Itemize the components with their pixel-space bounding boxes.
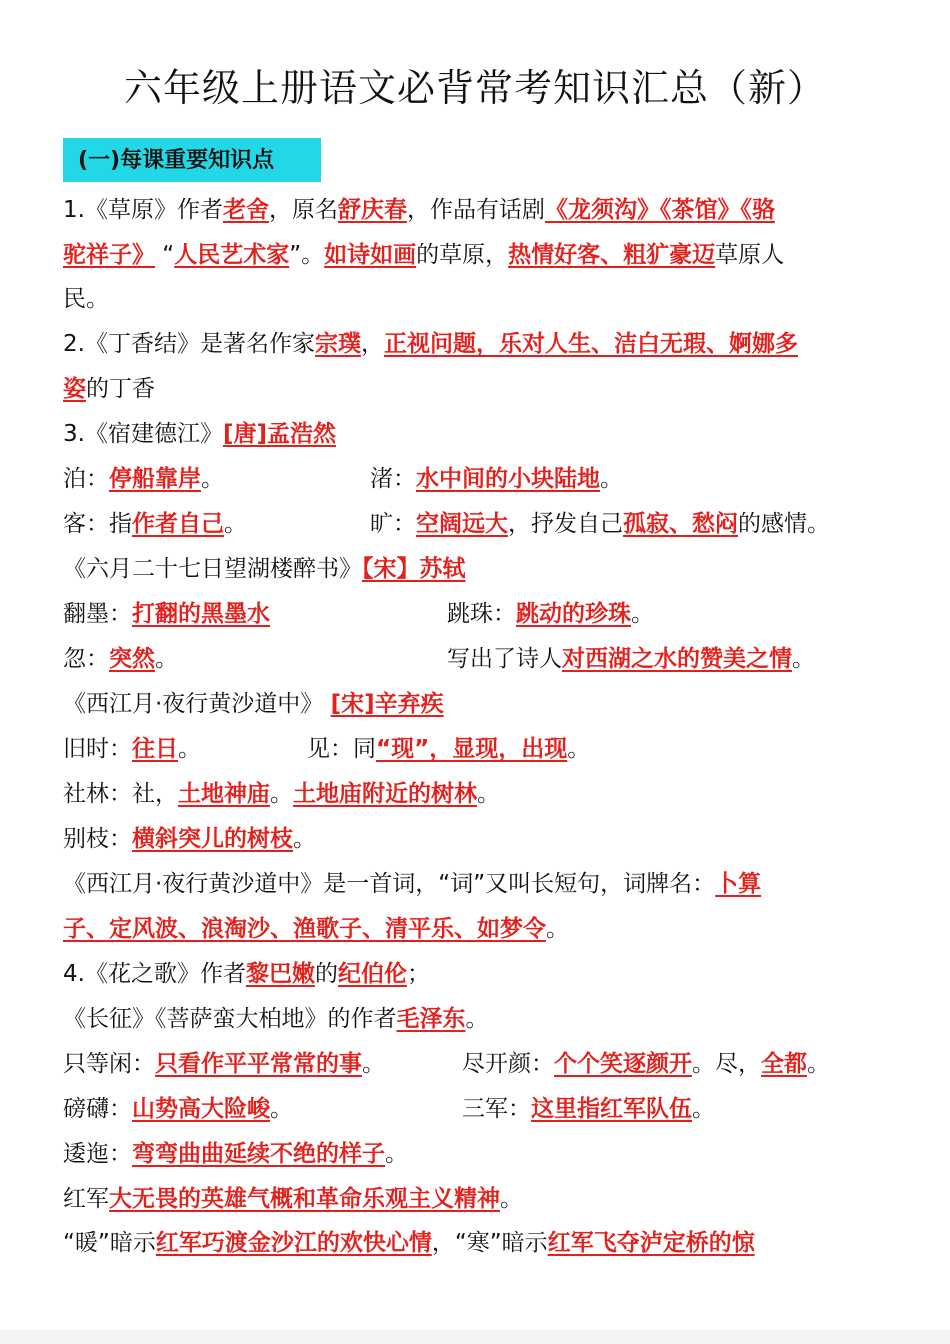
text-segment: ，抒发自己 (508, 511, 623, 537)
text-segment: 。 (692, 1096, 715, 1122)
text-segment: 《西江月·夜行黄沙道中》 (63, 691, 324, 717)
text-segment: 磅礴： (63, 1096, 132, 1122)
key-point: 纪伯伦 (337, 961, 407, 987)
key-point: 个个笑逐颜开 (554, 1051, 692, 1077)
key-point: [宋]辛弃疾 (330, 691, 444, 717)
key-point: 作者自己 (132, 511, 224, 537)
page-title: 六年级上册语文必背常考知识汇总（新） (123, 66, 826, 110)
text-line (63, 997, 489, 1041)
key-point: 老舍 (222, 197, 269, 223)
key-point: 对西湖之水的赞美之情 (562, 646, 792, 672)
text-segment: 旧时： (63, 736, 132, 762)
key-point: 舒庆春 (337, 197, 407, 223)
text-line (63, 277, 109, 321)
text-segment: 民。 (63, 286, 109, 312)
text-line (63, 682, 444, 726)
key-point: 黎巴嫩 (245, 961, 315, 987)
key-point: 全都 (761, 1051, 807, 1077)
text-segment: ， (360, 331, 384, 357)
text-segment: “ (155, 242, 175, 268)
text-line (63, 862, 761, 906)
text-line (63, 367, 155, 411)
text-line (63, 412, 336, 456)
text-line (63, 547, 466, 591)
text-line-col2 (462, 1042, 830, 1086)
key-point: 横斜突儿的树枝 (132, 826, 293, 852)
text-segment: “暖”暗示 (63, 1230, 156, 1256)
key-point: 土地庙附近的树林 (293, 781, 477, 807)
key-point: 红军飞夺泸定桥的惊 (547, 1230, 755, 1256)
text-line (63, 772, 500, 816)
text-segment: 《长征》《菩萨蛮大柏地》的作者 (63, 1006, 397, 1032)
key-point: 姿 (63, 376, 86, 402)
text-line (63, 188, 775, 232)
key-point: 空阔远大 (416, 511, 508, 537)
text-line (63, 1087, 293, 1131)
text-segment: 。 (178, 736, 201, 762)
text-segment: 。 (500, 1186, 523, 1212)
text-line-col2 (370, 457, 623, 501)
text-segment: 。 (807, 1051, 830, 1077)
section-heading: (一)每课重要知识点 (78, 148, 275, 173)
text-segment: ，“寒”暗示 (431, 1230, 548, 1256)
text-segment: 尽开颜： (462, 1051, 554, 1077)
key-point: 子、定风波、浪淘沙、渔歌子、清平乐、如梦令 (63, 916, 546, 942)
key-point: 这里指红军队伍 (531, 1096, 692, 1122)
text-segment: 红军 (63, 1186, 109, 1212)
key-point: 突然 (109, 646, 155, 672)
text-line (63, 457, 224, 501)
key-point: 红军巧渡金沙江的欢快心情 (155, 1230, 432, 1256)
text-line (63, 322, 798, 366)
text-line (63, 817, 316, 861)
key-point: 如诗如画 (324, 242, 417, 268)
text-segment: 。 (155, 646, 178, 672)
text-segment: 写出了诗人 (447, 646, 562, 672)
key-point: 山势高大险峻 (132, 1096, 270, 1122)
text-line-col2 (370, 502, 830, 546)
key-point: 土地神庙 (178, 781, 270, 807)
text-line (63, 233, 784, 277)
text-segment: ”。 (289, 242, 325, 268)
key-point: 正视问题，乐对人生、洁白无瑕、婀娜多 (383, 331, 798, 357)
key-point: 只看作平平常常的事 (155, 1051, 362, 1077)
text-segment: ； (406, 961, 430, 987)
text-line (63, 592, 270, 636)
text-segment: 。 (385, 1141, 408, 1167)
text-segment: 。 (546, 916, 569, 942)
key-point: [唐]孟浩然 (222, 421, 336, 447)
key-point: 热情好客、粗犷豪迈 (508, 242, 716, 268)
text-segment: 。 (567, 736, 591, 762)
text-segment: 1.《草原》作者 (63, 197, 223, 223)
key-point: “现”，显现，出现 (376, 736, 568, 762)
key-point: 往日 (132, 736, 178, 762)
text-segment: 草原人 (715, 242, 785, 268)
key-point: 人民艺术家 (174, 242, 290, 268)
text-segment: 的感情。 (738, 511, 830, 537)
key-point: 【宋】苏轼 (362, 556, 466, 582)
text-segment: 翻墨： (63, 601, 132, 627)
text-segment: ，原名 (268, 197, 338, 223)
text-line-col2 (307, 727, 590, 771)
text-segment: 《六月二十七日望湖楼醉书》 (63, 556, 362, 582)
text-line-col2 (447, 637, 815, 681)
text-segment: 逶迤： (63, 1141, 132, 1167)
text-segment: 忽： (63, 646, 109, 672)
text-segment: 的 (314, 961, 338, 987)
text-segment: 。 (201, 466, 224, 492)
text-segment: 。 (600, 466, 623, 492)
text-segment: 只等闲： (63, 1051, 155, 1077)
text-segment: 旷： (370, 511, 416, 537)
text-segment: 。 (270, 781, 293, 807)
text-segment: 渚： (370, 466, 416, 492)
text-line (63, 1221, 755, 1265)
key-point: 毛泽东 (396, 1006, 466, 1032)
text-segment: 的丁香 (86, 376, 155, 402)
text-segment: 社林：社， (63, 781, 178, 807)
key-point: 跳动的珍珠 (516, 601, 631, 627)
key-point: 驼祥子》 (63, 242, 155, 268)
text-segment: 。 (270, 1096, 293, 1122)
text-line-col2 (462, 1087, 715, 1131)
text-segment: 。 (792, 646, 815, 672)
text-segment: 4.《花之歌》作者 (63, 961, 246, 987)
page-bottom-edge (0, 1330, 950, 1344)
text-segment: 2.《丁香结》是著名作家 (63, 331, 315, 357)
text-segment: 跳珠： (447, 601, 516, 627)
text-segment: 见：同 (307, 736, 376, 762)
key-point: 打翻的黑墨水 (132, 601, 270, 627)
text-segment: 的草原， (416, 242, 509, 268)
text-segment: 别枝： (63, 826, 132, 852)
text-line (63, 637, 178, 681)
key-point: 大无畏的英雄气概和革命乐观主义精神 (109, 1186, 500, 1212)
key-point: 水中间的小块陆地 (416, 466, 600, 492)
text-segment: 泊： (63, 466, 109, 492)
text-line (63, 727, 201, 771)
text-segment: 。尽， (692, 1051, 761, 1077)
text-segment: ，作品有话剧 (406, 197, 545, 223)
text-line (63, 502, 247, 546)
text-line-col2 (447, 592, 654, 636)
key-point: 宗璞 (314, 331, 361, 357)
text-segment: 。 (224, 511, 247, 537)
text-segment: 3.《宿建德江》 (63, 421, 223, 447)
key-point: 弯弯曲曲延续不绝的样子 (132, 1141, 385, 1167)
text-segment: 。 (465, 1006, 489, 1032)
key-point: 卜算 (715, 871, 762, 897)
text-segment: 《西江月·夜行黄沙道中》是一首词，“词”又叫长短句，词牌名： (63, 871, 716, 897)
text-segment: 。 (362, 1051, 385, 1077)
key-point: 《龙须沟》《茶馆》《骆 (544, 197, 775, 223)
key-point: 停船靠岸 (109, 466, 201, 492)
text-line (63, 952, 430, 996)
text-segment: 。 (293, 826, 316, 852)
text-segment: 。 (631, 601, 654, 627)
key-point: 孤寂、愁闷 (623, 511, 738, 537)
text-line (63, 1177, 523, 1221)
text-line (63, 1132, 408, 1176)
text-line (63, 907, 569, 951)
text-segment: 。 (477, 781, 500, 807)
text-segment: 三军： (462, 1096, 531, 1122)
text-line (63, 1042, 385, 1086)
text-segment: 客：指 (63, 511, 132, 537)
